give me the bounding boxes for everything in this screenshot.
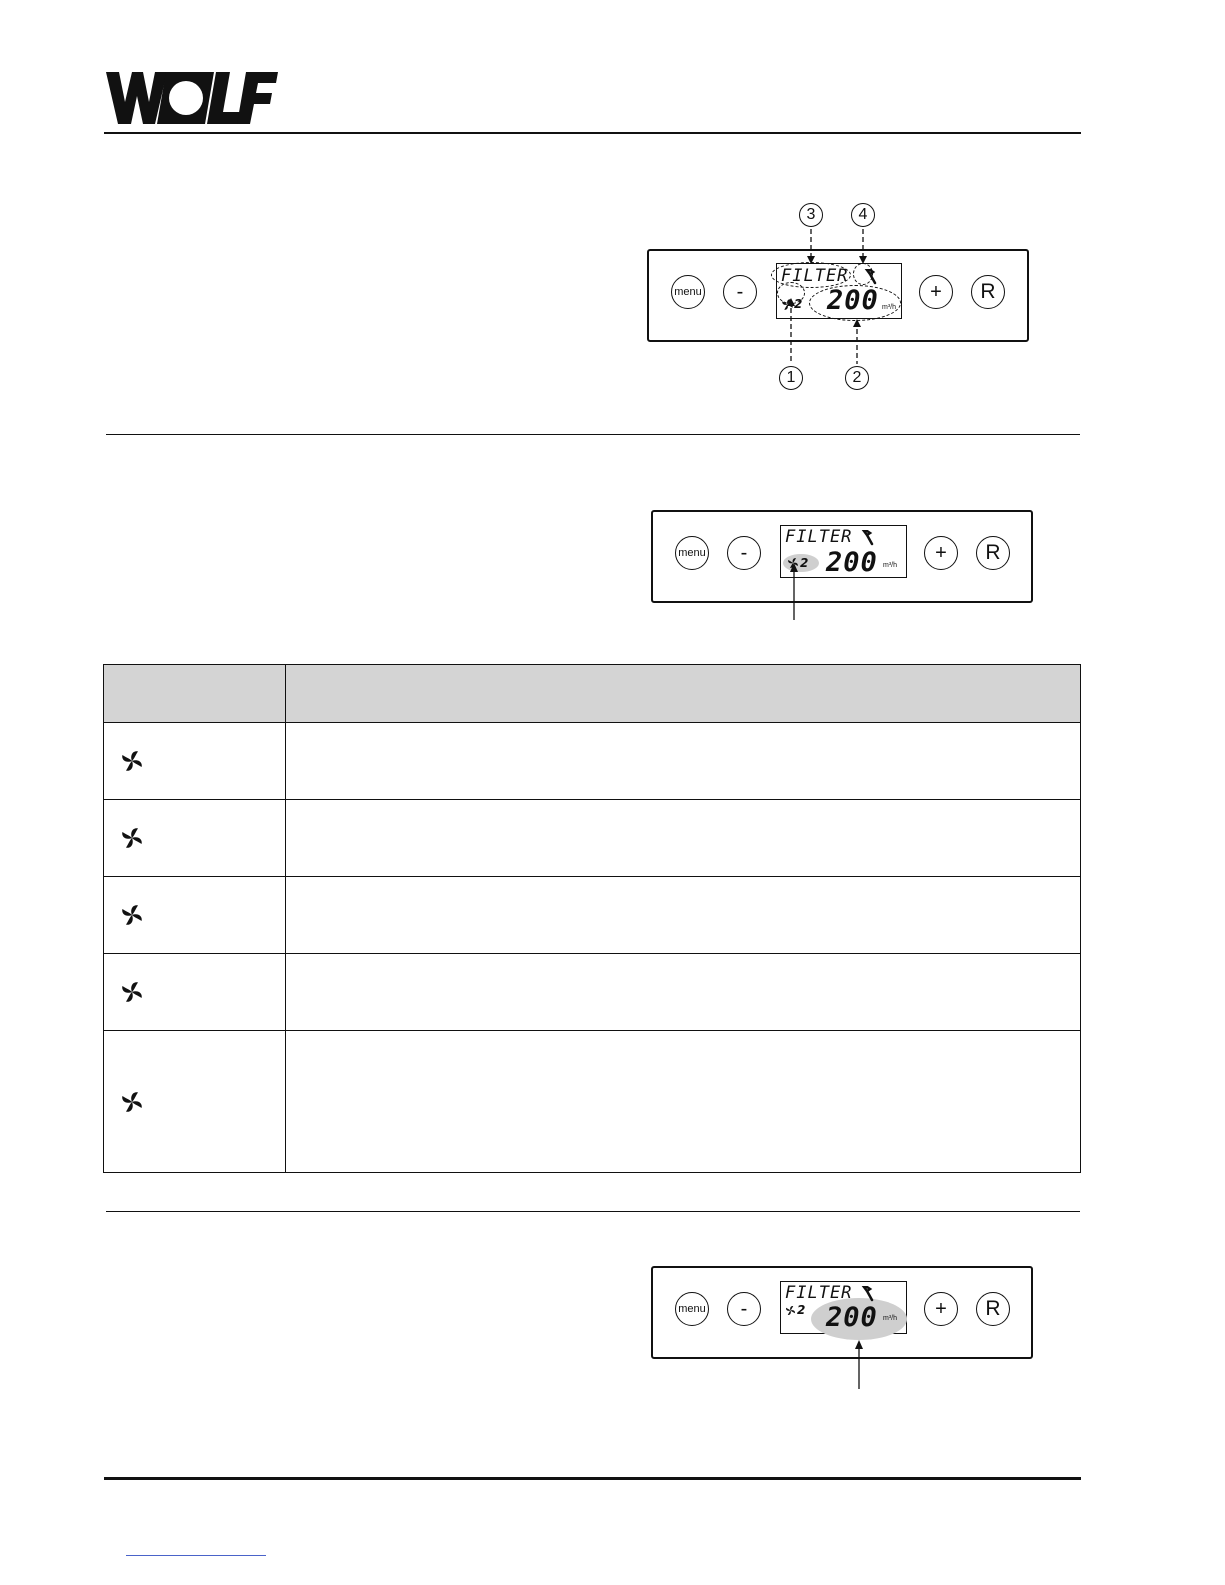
table-header-row	[104, 665, 1081, 723]
lcd-display	[780, 1281, 907, 1334]
callout-number: 4	[851, 203, 875, 227]
lcd-filter-label: FILTER	[785, 527, 853, 547]
fan-icon	[120, 826, 144, 850]
minus-button[interactable]: -	[723, 275, 757, 309]
table-header-cell	[286, 665, 1081, 723]
reset-button[interactable]: R	[976, 536, 1010, 570]
table-cell-description	[286, 1031, 1081, 1173]
menu-button[interactable]: menu	[671, 275, 705, 309]
callout-leaders	[0, 0, 1225, 420]
lcd-airflow-value: 200	[827, 285, 879, 316]
lcd-filter-label: FILTER	[785, 1283, 853, 1303]
arrow-icon	[786, 562, 802, 622]
table-cell-icon	[104, 723, 286, 800]
table-cell-icon	[104, 1031, 286, 1173]
lcd-fan-level: 2	[794, 297, 803, 311]
callout-number: 2	[845, 366, 869, 390]
callout-number: 1	[779, 366, 803, 390]
minus-button[interactable]: -	[727, 1292, 761, 1326]
minus-button[interactable]: -	[727, 536, 761, 570]
fan-icon	[120, 903, 144, 927]
fan-icon	[120, 749, 144, 773]
footer-rule	[104, 1477, 1081, 1480]
table-cell-description	[286, 800, 1081, 877]
lcd-filter-label: FILTER	[781, 266, 849, 286]
fan-icon	[785, 1305, 796, 1316]
table-header-cell	[104, 665, 286, 723]
section-rule	[106, 1211, 1080, 1212]
arrow-icon	[851, 1339, 867, 1391]
fan-icon	[120, 980, 144, 1004]
lcd-fan-level: 2	[797, 1303, 806, 1317]
table-cell-description	[286, 877, 1081, 954]
table-row	[104, 800, 1081, 877]
table-cell-description	[286, 954, 1081, 1031]
plus-button[interactable]: +	[919, 275, 953, 309]
control-panel-fan-level	[651, 510, 1033, 603]
fan-icon	[120, 1090, 144, 1114]
table-row	[104, 954, 1081, 1031]
wrench-icon	[861, 530, 875, 546]
reset-button[interactable]: R	[976, 1292, 1010, 1326]
reset-button[interactable]: R	[971, 275, 1005, 309]
table-row	[104, 723, 1081, 800]
plus-button[interactable]: +	[924, 1292, 958, 1326]
wrench-icon	[861, 1286, 875, 1302]
table-row	[104, 1031, 1081, 1173]
fan-level-table	[103, 664, 1081, 1173]
table-cell-icon	[104, 954, 286, 1031]
table-cell-icon	[104, 800, 286, 877]
lcd-unit: m³/h	[883, 1315, 897, 1322]
callout-number: 3	[799, 203, 823, 227]
table-cell-icon	[104, 877, 286, 954]
lcd-airflow-value: 200	[826, 1302, 878, 1333]
lcd-unit: m³/h	[883, 562, 897, 569]
plus-button[interactable]: +	[924, 536, 958, 570]
lcd-airflow-value: 200	[826, 547, 878, 578]
control-panel-airflow	[651, 1266, 1033, 1359]
menu-button[interactable]: menu	[675, 1292, 709, 1326]
lcd-fan-level: 2	[800, 556, 809, 570]
lcd-unit: m³/h	[882, 304, 896, 311]
table-row	[104, 877, 1081, 954]
section-rule	[106, 434, 1080, 435]
footer-link-underline[interactable]	[126, 1555, 266, 1556]
table-cell-description	[286, 723, 1081, 800]
menu-button[interactable]: menu	[675, 536, 709, 570]
